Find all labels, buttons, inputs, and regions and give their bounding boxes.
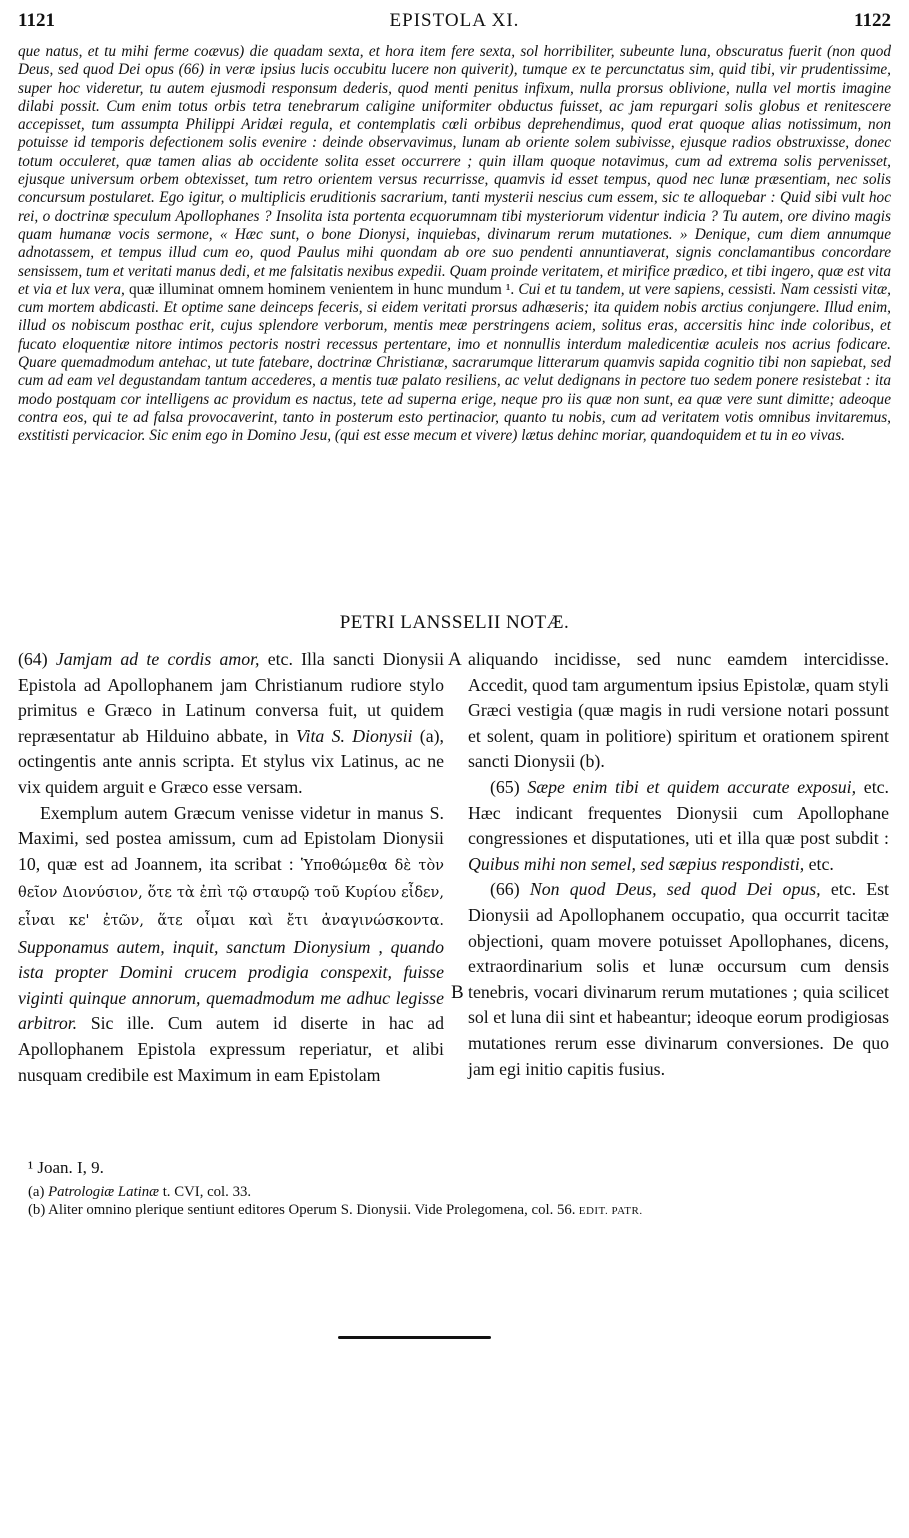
note-65	[468, 775, 889, 877]
note-64	[18, 647, 444, 801]
note-64-lemma: Jamjam ad te cordis amor,	[55, 649, 260, 669]
column-marker-b: B	[451, 982, 464, 1003]
editorial-references	[28, 1183, 888, 1220]
page-number-right: 1122	[854, 10, 891, 31]
note-64-cont-text-a: Exemplum autem Græcum venisse videtur in manus S. Maximi, sed postea amissum, cum ad Epistolam Dionysii 10, quæ est ad Joannem, ita scribat :	[18, 802, 444, 874]
epistle-text	[18, 43, 891, 446]
notes-column-left	[18, 647, 444, 1088]
latin-translation: Supponamus autem, inquit, sanctum Dionysium , quando ista propter Domini crucem prodigia conspexit, fuisse viginti quinque annorum, quemadmodum me adhuc legisse arbitror.	[18, 936, 444, 1034]
page-number-left: 1121	[18, 10, 55, 31]
reference-a-location: t. CVI, col. 33.	[159, 1184, 252, 1200]
note-66	[468, 877, 889, 1082]
reference-b-text: Aliter omnino plerique sentiunt editores Operum S. Dionysii. Vide Prolegomena, col. 56.	[48, 1202, 576, 1218]
note-64-text-b: octingentis ante annis scripta. Et stylus vix Latinus, ac ne vix quidem arguit e Græco esse versam.	[18, 751, 444, 797]
note-65-text-a: etc. Hæc indicant frequentes Dionysii cum Apollophane congressiones et disputationes, uti et illa quæ post subdit :	[468, 776, 889, 849]
closing-rule	[338, 1336, 491, 1339]
reference-a-title: Patrologiæ Latinæ	[48, 1184, 159, 1200]
note-64-ref: (a),	[412, 725, 444, 746]
reference-a	[28, 1183, 888, 1201]
note-65-text-b: etc.	[804, 853, 834, 874]
reference-a-label: (a)	[28, 1184, 49, 1200]
reference-b	[28, 1201, 888, 1220]
note-64-continued	[18, 801, 444, 1089]
running-title: EPISTOLA XI.	[389, 10, 520, 31]
note-64-vita: Vita S. Dionysii	[295, 725, 413, 746]
scripture-footnote: ¹ Joan. I, 9.	[28, 1158, 104, 1177]
epistle-part-2: Cui et tu tandem, ut vere sapiens, cessisti. Nam cessisti vitæ, cum mortem abdicasti. Et optime sane deinceps feceris, si eidem veritati prorsus adhæseris; ita quidem nobis arctius conjungere. Illud enim, illud os nobiscum posthac erit, cujus splendore verborum, mentis meæ perstringens aciem, solitus eras, accersitis hinc inde coloribus, et fucato eloquentiæ nitore intimos pectoris nostri recessus pertentare, imo et nonnullis interdum maledicentiæ aculeis nos acrius fodicare. Quare quemadmodum antehac, ut tute fatebare, doctrinæ Christianæ, sacrarumque litterarum quamvis sapida cognitio tibi non sapiebat, sed cum ad eam vel degustandam tantum accederes, a mentis tuæ palato resiliens, ac velut dedignans in pectore tuo sedem ponere resistebat : ita modo postquam cor intelligens ac providum es nactus, tete ad superna erige, neque pro iis quæ non sunt, ea quæ vere sunt dimitte; adeoque contra eos, qui te ad falsa provocaverint, tanto in posterum esto pertinacior, quanto tu nobis, cum ad veritatem votis omnibus invitaremus, exstitisti pervicacior. Sic enim ego in Domino Jesu, (qui est esse mecum et vivere) lætus dehinc moriar, quandoquidem et tu in eo vivas.	[18, 280, 891, 445]
note-64-end: aliquando incidisse, sed nunc eamdem intercidisse. Accedit, quod tam argumentum ipsius Epistolæ, quam styli Græci vestigia (quæ magis in rudi versione notari possunt et solent, quam in politiore) spiritum et orationem spirent sancti Dionysii (b).	[468, 649, 889, 772]
reference-b-editor: EDIT. PATR.	[575, 1205, 643, 1217]
note-66-text: etc. Est Dionysii ad Apollophanem occupatio, qua occurrit tacitæ objectioni, quam movere potuisset Apollophanes, dicens, extraordinarium solis et lunæ occursum cum densis tenebris, vocari divinarum rerum mutationes ; quia scilicet sol et luna dii sint et habeantur; ideoque eorum prodigiosas mutationes rerum esse divinarum conversiones. De quo jam egi initio capitis fusius.	[468, 879, 889, 1079]
notes-heading: PETRI LANSSELII NOTÆ.	[339, 612, 570, 633]
epistle-part-1: que natus, et tu mihi ferme coævus) die quadam sexta, et hora item fere sexta, sol horribiliter, subeunte luna, obscuratus fuerit (non quod Deus, sed quod Dei opus (66) in veræ ipsius lucis occubitu lucere non quiverit), tumque ex te percunctatus sim, quid tibi, vir prudentissime, super hoc videretur, tu autem ejusmodi responsum dederis, quod menti penitus infixum, nulla prorsus oblivione, nulla vel mortis imagine dilabi possit. Cum enim totus orbis tetra tenebrarum caligine uniformiter obductus fuisset, ac jam repurgari solis globus et renitescere accepisset, tum assumpta Philippi Aridæi regula, et contemplatis cœli orbibus deprehendimus, quod erat quoque alias notissimum, non potuisse id temporis defectionem solis evenire : deinde observavimus, lunam ab oriente solem subivisse, ejusque radios obstruxisse, donec totum occuleret, quæ tamen alias ab occidente solita esset occurrere ; quin illam quoque notavimus, cum ad extrema solis pervenisset, ejusque universum orbem obtexisset, tum retro orientem versus recurrisse, quamvis id esset tempus, quod nec lunæ præsentiam, nec solis concursum postularet. Ego igitur, o multiplicis eruditionis sacrarium, tanti mysterii nescius cum essem, sic te alloquebar : Quid sibi vult hoc rei, o doctrinæ speculum Apollophanes ? Insolita ista portenta ecquorumnam tibi mysteriorum videntur indicia ? Tu autem, ore divino magis quam humanæ vocis sermone, « Hæc sunt, o bone Dionysi, inquiebas, divinarum rerum mutationes. » Denique, cum diem annumque adnotassem, et tempus illud cum eo, quod Paulus mihi quondam ab ore suo pendenti annuntiaverat, signis conclamantibus concordare sensissem, tum et veritati manus dedi, et me falsitatis nexibus expedii. Quam proinde veritatem, et mirifice prædico, et tibi ingero, quæ est vita et via et lux vera,	[18, 43, 891, 298]
note-64-text-a: etc. Illa sancti Dionysii Epistola ad Apollophanem jam Christianum rudiore stylo primitus e Græco in Latinum conversa fuit, ut quidem repræsentatur ab Hilduino abbate, in	[18, 649, 445, 746]
page-header	[18, 10, 891, 34]
note-64-cont-text-b: Sic ille. Cum autem id diserte in hac ad Apollophanem Epistola expressum reperiatur, et alibi nusquam credibile est Maximum in eam Epistolam	[18, 1013, 444, 1085]
epistle-scripture-quote: quæ illuminat omnem hominem venientem in hunc mundum ¹.	[124, 280, 515, 298]
greek-quote: Ὑποθώμεθα δὲ τὸν θεῖον Διονύσιον, ὅτε τὰ ἐπὶ τῷ σταυρῷ τοῦ Κυρίου εἶδεν, εἶναι κε' ἐτῶν, ἅτε οἶμαι καὶ ἔτι ἀναγινώσκοντα.	[18, 857, 444, 929]
note-65-lemma: Sæpe enim tibi et quidem accurate exposui,	[527, 776, 857, 797]
note-66-lemma: Non quod Deus, sed quod Dei opus,	[529, 879, 821, 900]
column-marker-a: A	[448, 649, 462, 670]
note-64-number: (64)	[18, 649, 56, 669]
notes-column-right	[468, 647, 889, 1082]
note-65-quote: Quibus mihi non semel, sed sæpius respondisti,	[468, 853, 805, 874]
note-65-number: (65)	[490, 776, 528, 797]
note-66-number: (66)	[490, 879, 530, 900]
reference-b-label: (b)	[28, 1202, 49, 1218]
